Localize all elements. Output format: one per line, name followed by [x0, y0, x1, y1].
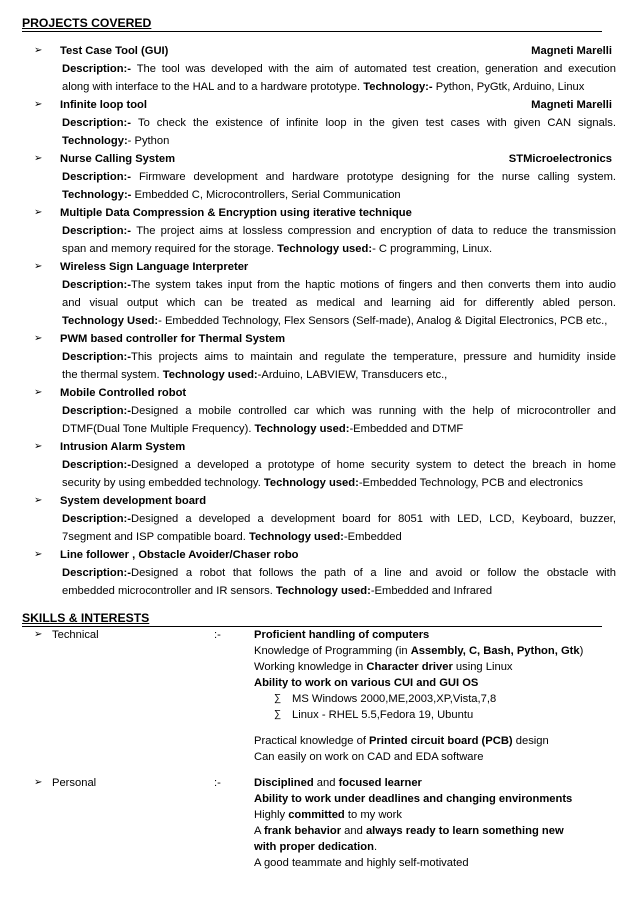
text: This projects aims to maintain and regulate the temperature, pressure and humidity inside [131, 351, 616, 363]
project-title: Mobile Controlled robot [60, 387, 187, 399]
project-title-row [22, 438, 618, 456]
bold-text: with proper dedication [254, 841, 374, 853]
sigma-bullet-icon: ∑ [274, 709, 282, 720]
skill-category-label: Personal [52, 777, 97, 789]
project-desc-text [62, 564, 616, 582]
skill-line [254, 839, 618, 855]
text: -Arduino, LABVIEW, Transducers etc., [257, 369, 448, 381]
os-list-item: MS Windows 2000,ME,2003,XP,Vista,7,8 [292, 693, 497, 705]
project-desc-line [22, 474, 618, 492]
bold-text: Ability to work under deadlines and changing environments [254, 793, 573, 805]
project-desc-text [62, 474, 616, 492]
project-title-row [22, 150, 618, 168]
text: and [341, 825, 366, 837]
text: ) [579, 645, 584, 657]
project-title: PWM based controller for Thermal System [60, 333, 286, 345]
project-desc-line [22, 186, 618, 204]
project-desc-line [22, 168, 618, 186]
arrow-bullet-icon: ➢ [34, 333, 43, 344]
project-title-row [22, 546, 618, 564]
project-title-row [22, 204, 618, 222]
text: DTMF(Dual Tone Multiple Frequency). [62, 423, 255, 435]
arrow-bullet-icon: ➢ [34, 99, 43, 110]
bold-text: Description:- [62, 63, 137, 75]
project-title-row [22, 42, 618, 60]
project-company: STMicroelectronics [508, 153, 612, 165]
project-desc-line [22, 564, 618, 582]
text: Practical knowledge of [254, 735, 370, 747]
project-desc-line [22, 132, 618, 150]
skill-line [254, 775, 618, 791]
arrow-bullet-icon: ➢ [34, 629, 43, 640]
project-desc-line [22, 114, 618, 132]
arrow-bullet-icon: ➢ [34, 45, 43, 56]
bold-text: Technology:- [363, 81, 433, 93]
project-desc-text [62, 186, 616, 204]
text: Highly [254, 809, 289, 821]
project-desc-line [22, 294, 618, 312]
bold-text: Description:- [62, 225, 137, 237]
bold-text: Description:- [62, 513, 131, 525]
project-desc-line [22, 528, 618, 546]
text: A [254, 825, 264, 837]
project-desc-line [22, 402, 618, 420]
skill-line [254, 749, 618, 765]
text: The system takes input from the haptic motions of fingers and then converts them into audio [131, 279, 616, 291]
project-desc-line [22, 348, 618, 366]
text: Firmware development and hardware prototype designing for the nurse calling system. [138, 171, 617, 183]
project-desc-line [22, 60, 618, 78]
project-title-row [22, 258, 618, 276]
bold-text: Technology: [62, 135, 128, 147]
project-title: Multiple Data Compression & Encryption using iterative technique [60, 207, 412, 219]
sigma-bullet-icon: ∑ [274, 693, 282, 704]
skill-category-label: Technical [52, 629, 99, 641]
project-desc-text [62, 528, 616, 546]
text: -Embedded and Infrared [370, 585, 493, 597]
bold-text: Technology used: [254, 423, 350, 435]
text: Python, PyGtk, Arduino, Linux [432, 81, 585, 93]
text: Designed a robot that follows the path of a line and avoid or follow the obstacle with [131, 567, 616, 579]
skill-line [254, 627, 618, 643]
bold-text: Ability to work on various CUI and GUI OS [254, 677, 479, 689]
text: Embedded C, Microcontrollers, Serial Communication [134, 189, 401, 201]
arrow-bullet-icon: ➢ [34, 207, 43, 218]
bold-text: always ready to learn something new [365, 825, 564, 837]
project-desc-text [62, 222, 616, 240]
arrow-bullet-icon: ➢ [34, 441, 43, 452]
skill-line [254, 659, 618, 675]
skill-line [254, 675, 618, 691]
project-desc-line [22, 222, 618, 240]
text: The project aims at lossless compression and encryption of data to reduce the transmission [136, 225, 616, 237]
project-desc-text [62, 312, 616, 330]
text: using Linux [452, 661, 513, 673]
project-desc-text [62, 420, 616, 438]
project-desc-text [62, 510, 616, 528]
bold-text: Description:- [62, 567, 131, 579]
project-desc-text [62, 132, 616, 150]
text: along with interface to the HAL and to a hardware prototype. [62, 81, 364, 93]
text: - C programming, Linux. [372, 243, 493, 255]
text: and visual output which can be treated as medical and learning aid for differently abled person. [62, 297, 616, 309]
bold-text: Technology:- [62, 189, 135, 201]
bold-text: Description:- [62, 405, 131, 417]
text: Designed a developed a prototype of home security system to detect the breach in home [131, 459, 616, 471]
bold-text: Disciplined [254, 777, 314, 789]
section-title-projects: PROJECTS COVERED [22, 16, 602, 32]
project-desc-text [62, 294, 616, 312]
text: . [373, 841, 378, 853]
project-desc-text [62, 114, 616, 132]
project-company: Magneti Marelli [531, 45, 612, 57]
project-desc-text [62, 60, 616, 78]
skills-list [22, 627, 618, 887]
project-title: Wireless Sign Language Interpreter [60, 261, 249, 273]
project-title: Test Case Tool (GUI) [60, 45, 169, 57]
project-desc-text [62, 582, 616, 600]
skills-section [22, 611, 602, 627]
text: Working knowledge in [254, 661, 367, 673]
project-company: Magneti Marelli [531, 99, 612, 111]
text: and [313, 777, 339, 789]
text: -Embedded and DTMF [349, 423, 464, 435]
project-desc-line [22, 312, 618, 330]
project-desc-line [22, 510, 618, 528]
arrow-bullet-icon: ➢ [34, 387, 43, 398]
bold-text: Proficient handling of computers [254, 629, 430, 641]
project-desc-text [62, 78, 616, 96]
text: Knowledge of Programming (in [254, 645, 411, 657]
project-title: Infinite loop tool [60, 99, 147, 111]
project-desc-line [22, 456, 618, 474]
bold-text: committed [288, 809, 345, 821]
project-desc-text [62, 348, 616, 366]
bold-text: Character driver [366, 661, 453, 673]
project-desc-text [62, 276, 616, 294]
skill-separator: :- [214, 629, 221, 641]
project-desc-text [62, 402, 616, 420]
bold-text: Description:- [62, 459, 131, 471]
project-desc-line [22, 582, 618, 600]
arrow-bullet-icon: ➢ [34, 495, 43, 506]
projects-section [22, 16, 602, 32]
project-desc-line [22, 78, 618, 96]
text: - Embedded Technology, Flex Sensors (Self-made), Analog & Digital Electronics, PCB etc., [158, 315, 608, 327]
skill-line [254, 643, 618, 659]
bold-text: Description:- [62, 279, 131, 291]
project-desc-text [62, 456, 616, 474]
bold-text: Description:- [62, 171, 139, 183]
project-desc-line [22, 240, 618, 258]
text: span and memory required for the storage. [62, 243, 278, 255]
bold-text: Technology used: [277, 243, 373, 255]
text: Designed a mobile controlled car which was running with the help of microcontroller and [131, 405, 616, 417]
text: - Python [127, 135, 170, 147]
bold-text: Technology used: [275, 585, 371, 597]
bold-text: Technology Used: [62, 315, 159, 327]
project-desc-line [22, 276, 618, 294]
bold-text: Technology used: [249, 531, 344, 543]
text: embedded microcontroller and IR sensors. [62, 585, 276, 597]
bold-text: Technology used: [263, 477, 359, 489]
text: security by using embedded technology. [62, 477, 264, 489]
text: A good teammate and highly self-motivated [254, 857, 469, 869]
section-title-skills: SKILLS & INTERESTS [22, 611, 602, 627]
arrow-bullet-icon: ➢ [34, 549, 43, 560]
project-desc-text [62, 240, 616, 258]
skill-line [254, 823, 618, 839]
bold-text: Assembly, C, Bash, Python, Gtk [410, 645, 580, 657]
skill-line [254, 733, 618, 749]
skill-separator: :- [214, 777, 221, 789]
text: -Embedded [343, 531, 402, 543]
project-desc-text [62, 168, 616, 186]
bold-text: focused learner [338, 777, 422, 789]
project-title-row [22, 96, 618, 114]
text: design [512, 735, 549, 747]
project-desc-line [22, 420, 618, 438]
project-title: Line follower , Obstacle Avoider/Chaser robo [60, 549, 299, 561]
project-desc-text [62, 366, 616, 384]
bold-text: Description:- [62, 117, 138, 129]
skill-line [254, 855, 618, 871]
project-title-row [22, 492, 618, 510]
skill-line [254, 807, 618, 823]
project-title: Nurse Calling System [60, 153, 176, 165]
text: Can easily on work on CAD and EDA software [254, 751, 484, 763]
project-desc-line [22, 366, 618, 384]
text: to my work [344, 809, 402, 821]
project-title-row [22, 384, 618, 402]
bold-text: frank behavior [263, 825, 342, 837]
bold-text: Printed circuit board (PCB) [369, 735, 513, 747]
arrow-bullet-icon: ➢ [34, 261, 43, 272]
skill-line [254, 791, 618, 807]
text: the thermal system. [62, 369, 163, 381]
project-title: Intrusion Alarm System [60, 441, 186, 453]
arrow-bullet-icon: ➢ [34, 153, 43, 164]
text: 7segment and ISP compatible board. [62, 531, 249, 543]
text: To check the existence of infinite loop in the given test cases with given CAN signals. [137, 117, 616, 129]
text: -Embedded Technology, PCB and electronics [358, 477, 583, 489]
text: Designed a developed a development board for 8051 with LED, LCD, Keyboard, buzzer, [131, 513, 616, 525]
bold-text: Description:- [62, 351, 131, 363]
arrow-bullet-icon: ➢ [34, 777, 43, 788]
text: The tool was developed with the aim of automated test creation, generation and execution [136, 63, 616, 75]
bold-text: Technology used: [162, 369, 258, 381]
project-title: System development board [60, 495, 207, 507]
os-list-item: Linux - RHEL 5.5,Fedora 19, Ubuntu [292, 709, 474, 721]
project-title-row [22, 330, 618, 348]
